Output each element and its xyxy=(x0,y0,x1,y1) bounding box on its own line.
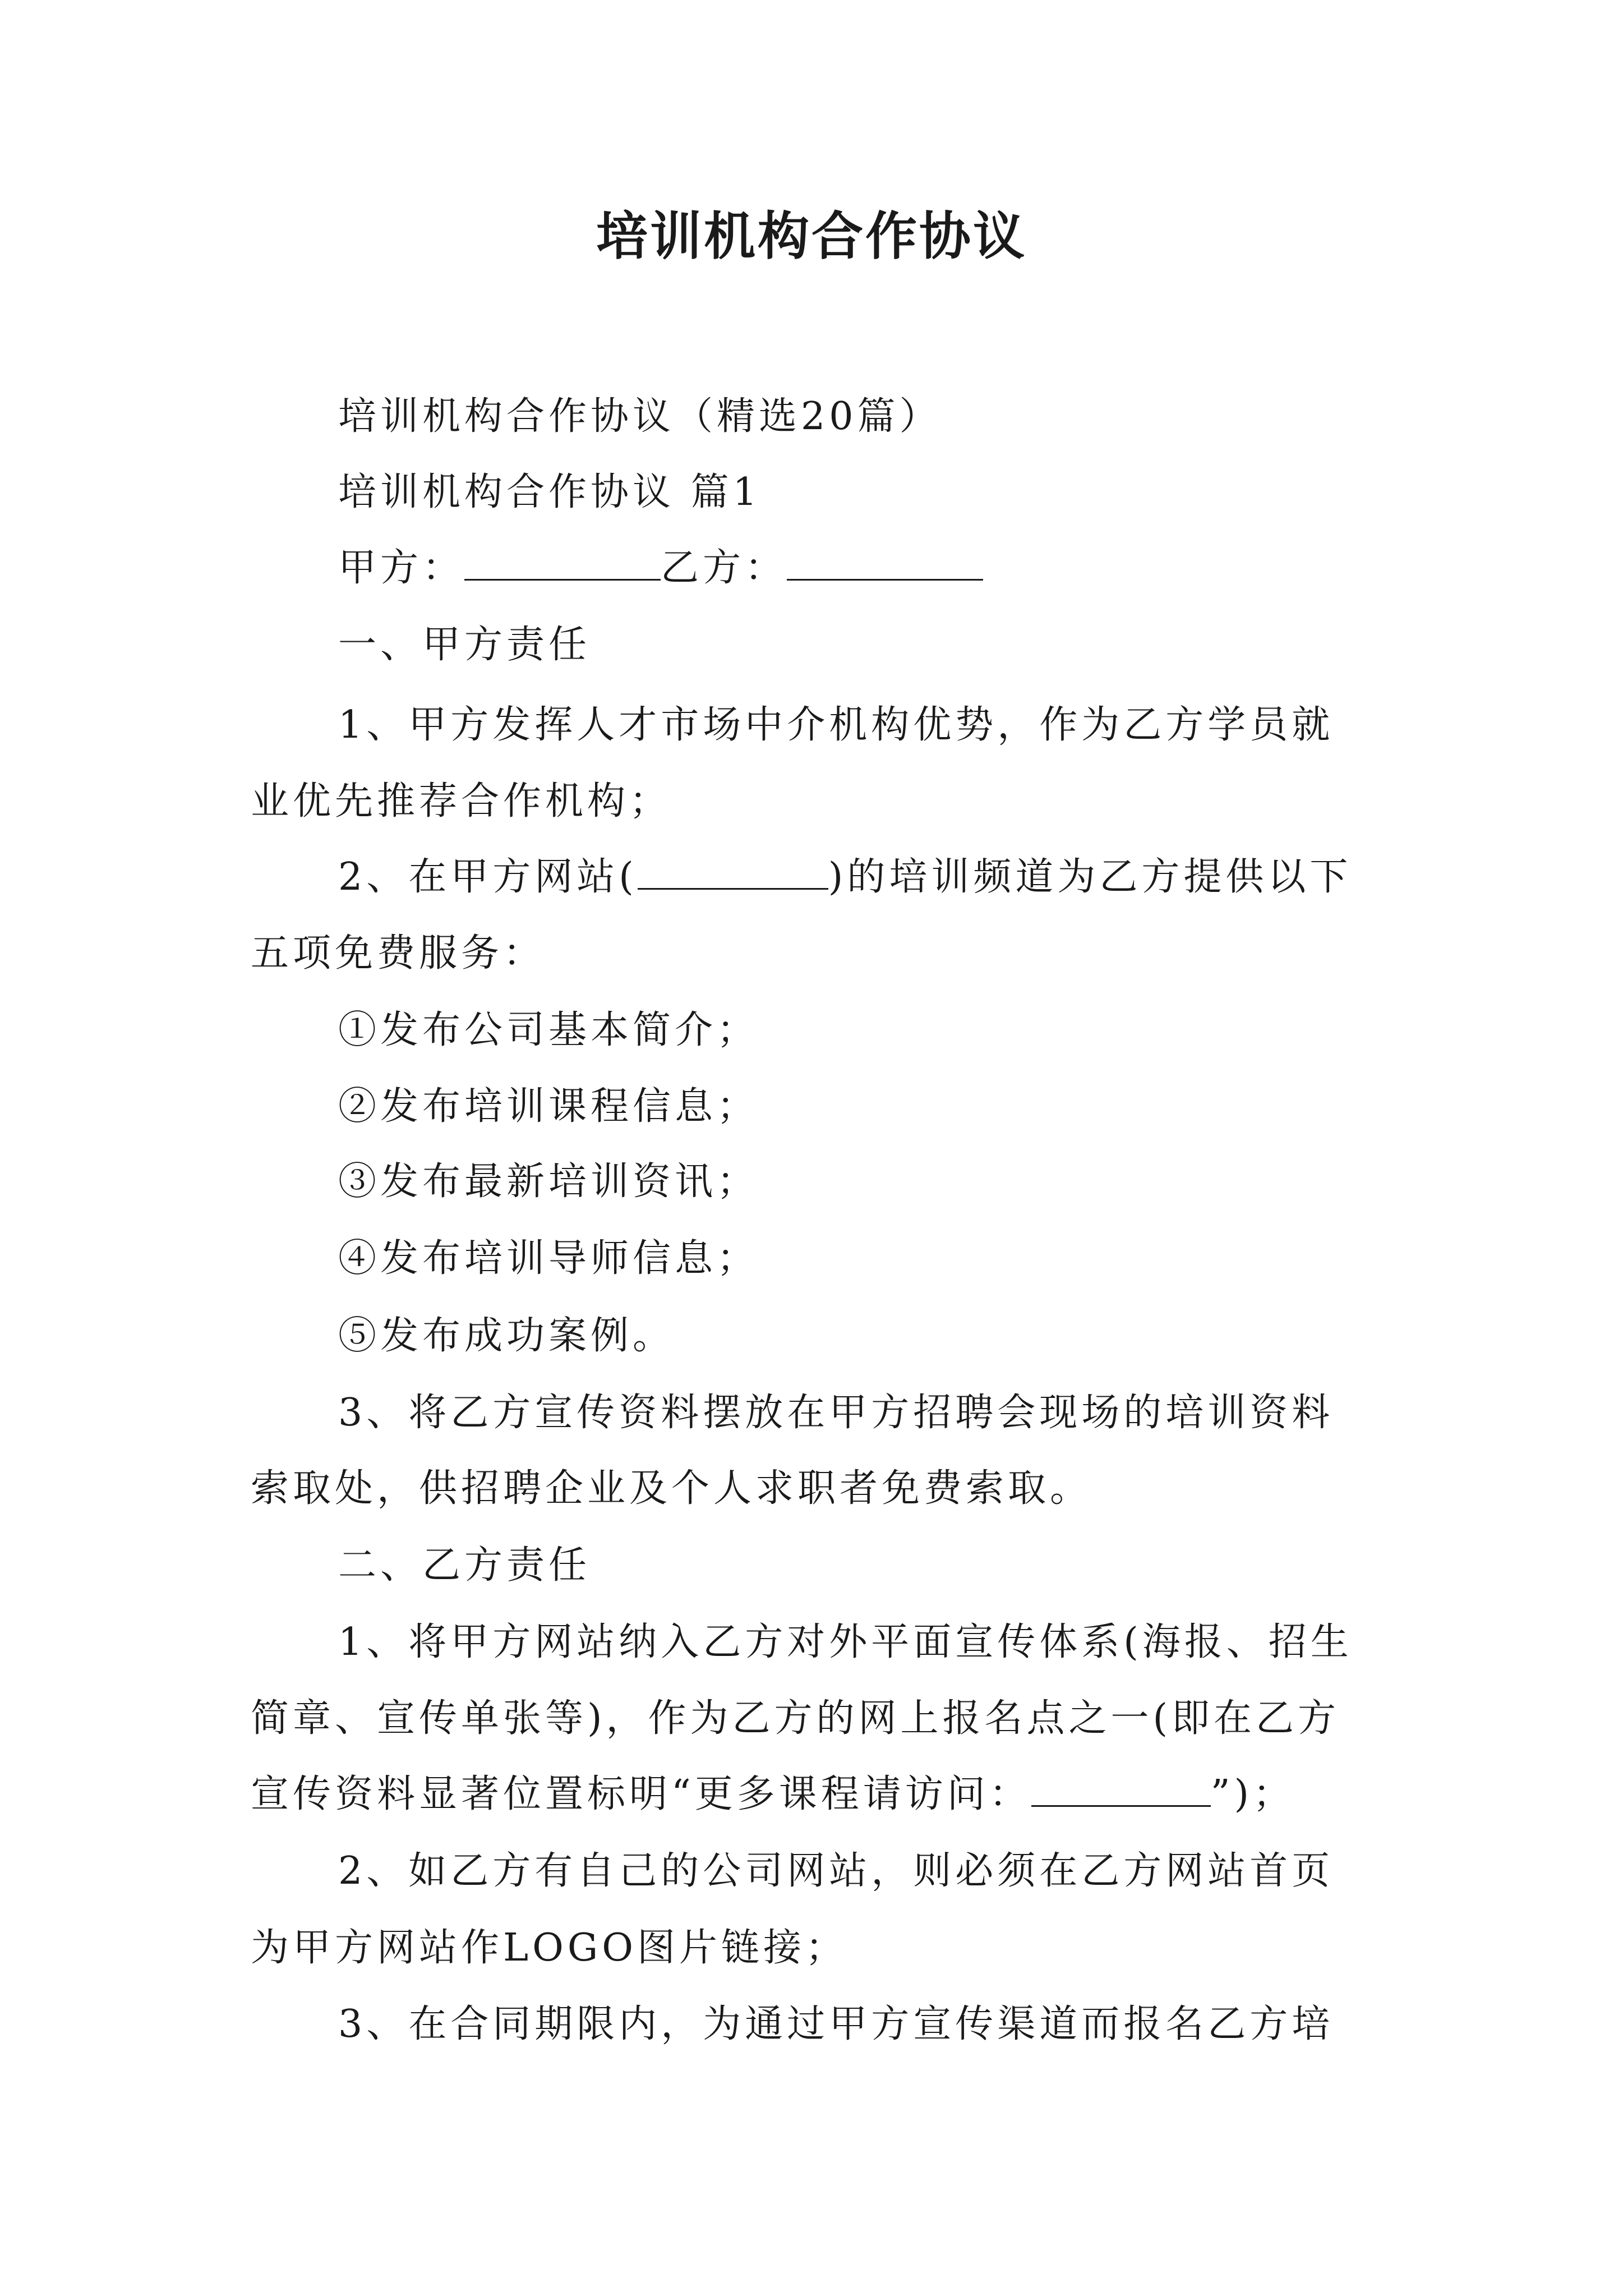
article-heading: 培训机构合作协议 篇1 xyxy=(338,470,761,514)
service-item: ①发布公司基本简介； xyxy=(338,1008,759,1052)
section2-item3-line1: 3、在合同期限内，为通过甲方宣传渠道而报名乙方培 xyxy=(338,2002,1334,2046)
parties-line xyxy=(338,543,983,593)
section1-item1-line1: 1、甲方发挥人才市场中介机构优势，作为乙方学员就 xyxy=(338,703,1334,747)
section1-item3-line1: 3、将乙方宣传资料摆放在甲方招聘会现场的培训资料 xyxy=(338,1391,1334,1435)
url-blank xyxy=(1031,1773,1211,1807)
item2-text-before-blank: 2、在甲方网站( xyxy=(338,855,638,899)
section2-heading: 二、乙方责任 xyxy=(338,1543,591,1588)
visit-text-end: ”)； xyxy=(1210,1772,1295,1816)
service-item: ⑤发布成功案例。 xyxy=(338,1314,675,1358)
service-item: ②发布培训课程信息； xyxy=(338,1084,759,1129)
section1-item2-line2: 五项免费服务： xyxy=(251,931,546,976)
party-a-label: 甲方： xyxy=(338,546,465,590)
section2-item2-line2: 为甲方网站作LOGO图片链接； xyxy=(251,1926,847,1970)
section2-item1-line2: 简章、宣传单张等)，作为乙方的网上报名点之一(即在乙方 xyxy=(251,1696,1340,1741)
website-blank xyxy=(638,855,828,890)
document-title: 培训机构合作协议 xyxy=(596,206,1027,266)
visit-text: 宣传资料显著位置标明“更多课程请访问： xyxy=(251,1772,1031,1816)
service-item: ③发布最新培训资讯； xyxy=(338,1159,759,1204)
section1-heading: 一、甲方责任 xyxy=(338,623,591,667)
section2-item1-line1: 1、将甲方网站纳入乙方对外平面宣传体系(海报、招生 xyxy=(338,1620,1353,1664)
section1-item3-line2: 索取处，供招聘企业及个人求职者免费索取。 xyxy=(251,1466,1092,1511)
section2-item2-line1: 2、如乙方有自己的公司网站，则必须在乙方网站首页 xyxy=(338,1849,1334,1893)
party-b-label: 乙方： xyxy=(661,546,787,590)
item2-text-after-blank: )的培训频道为乙方提供以下 xyxy=(828,855,1352,899)
service-item: ④发布培训导师信息； xyxy=(338,1236,759,1281)
section1-item2-line1 xyxy=(338,852,1352,903)
section1-item1-line2: 业优先推荐合作机构； xyxy=(251,779,672,823)
document-subtitle: 培训机构合作协议（精选20篇） xyxy=(338,394,942,439)
party-b-blank xyxy=(787,546,983,581)
party-a-blank xyxy=(464,546,661,581)
section2-item1-line3 xyxy=(251,1769,1295,1820)
